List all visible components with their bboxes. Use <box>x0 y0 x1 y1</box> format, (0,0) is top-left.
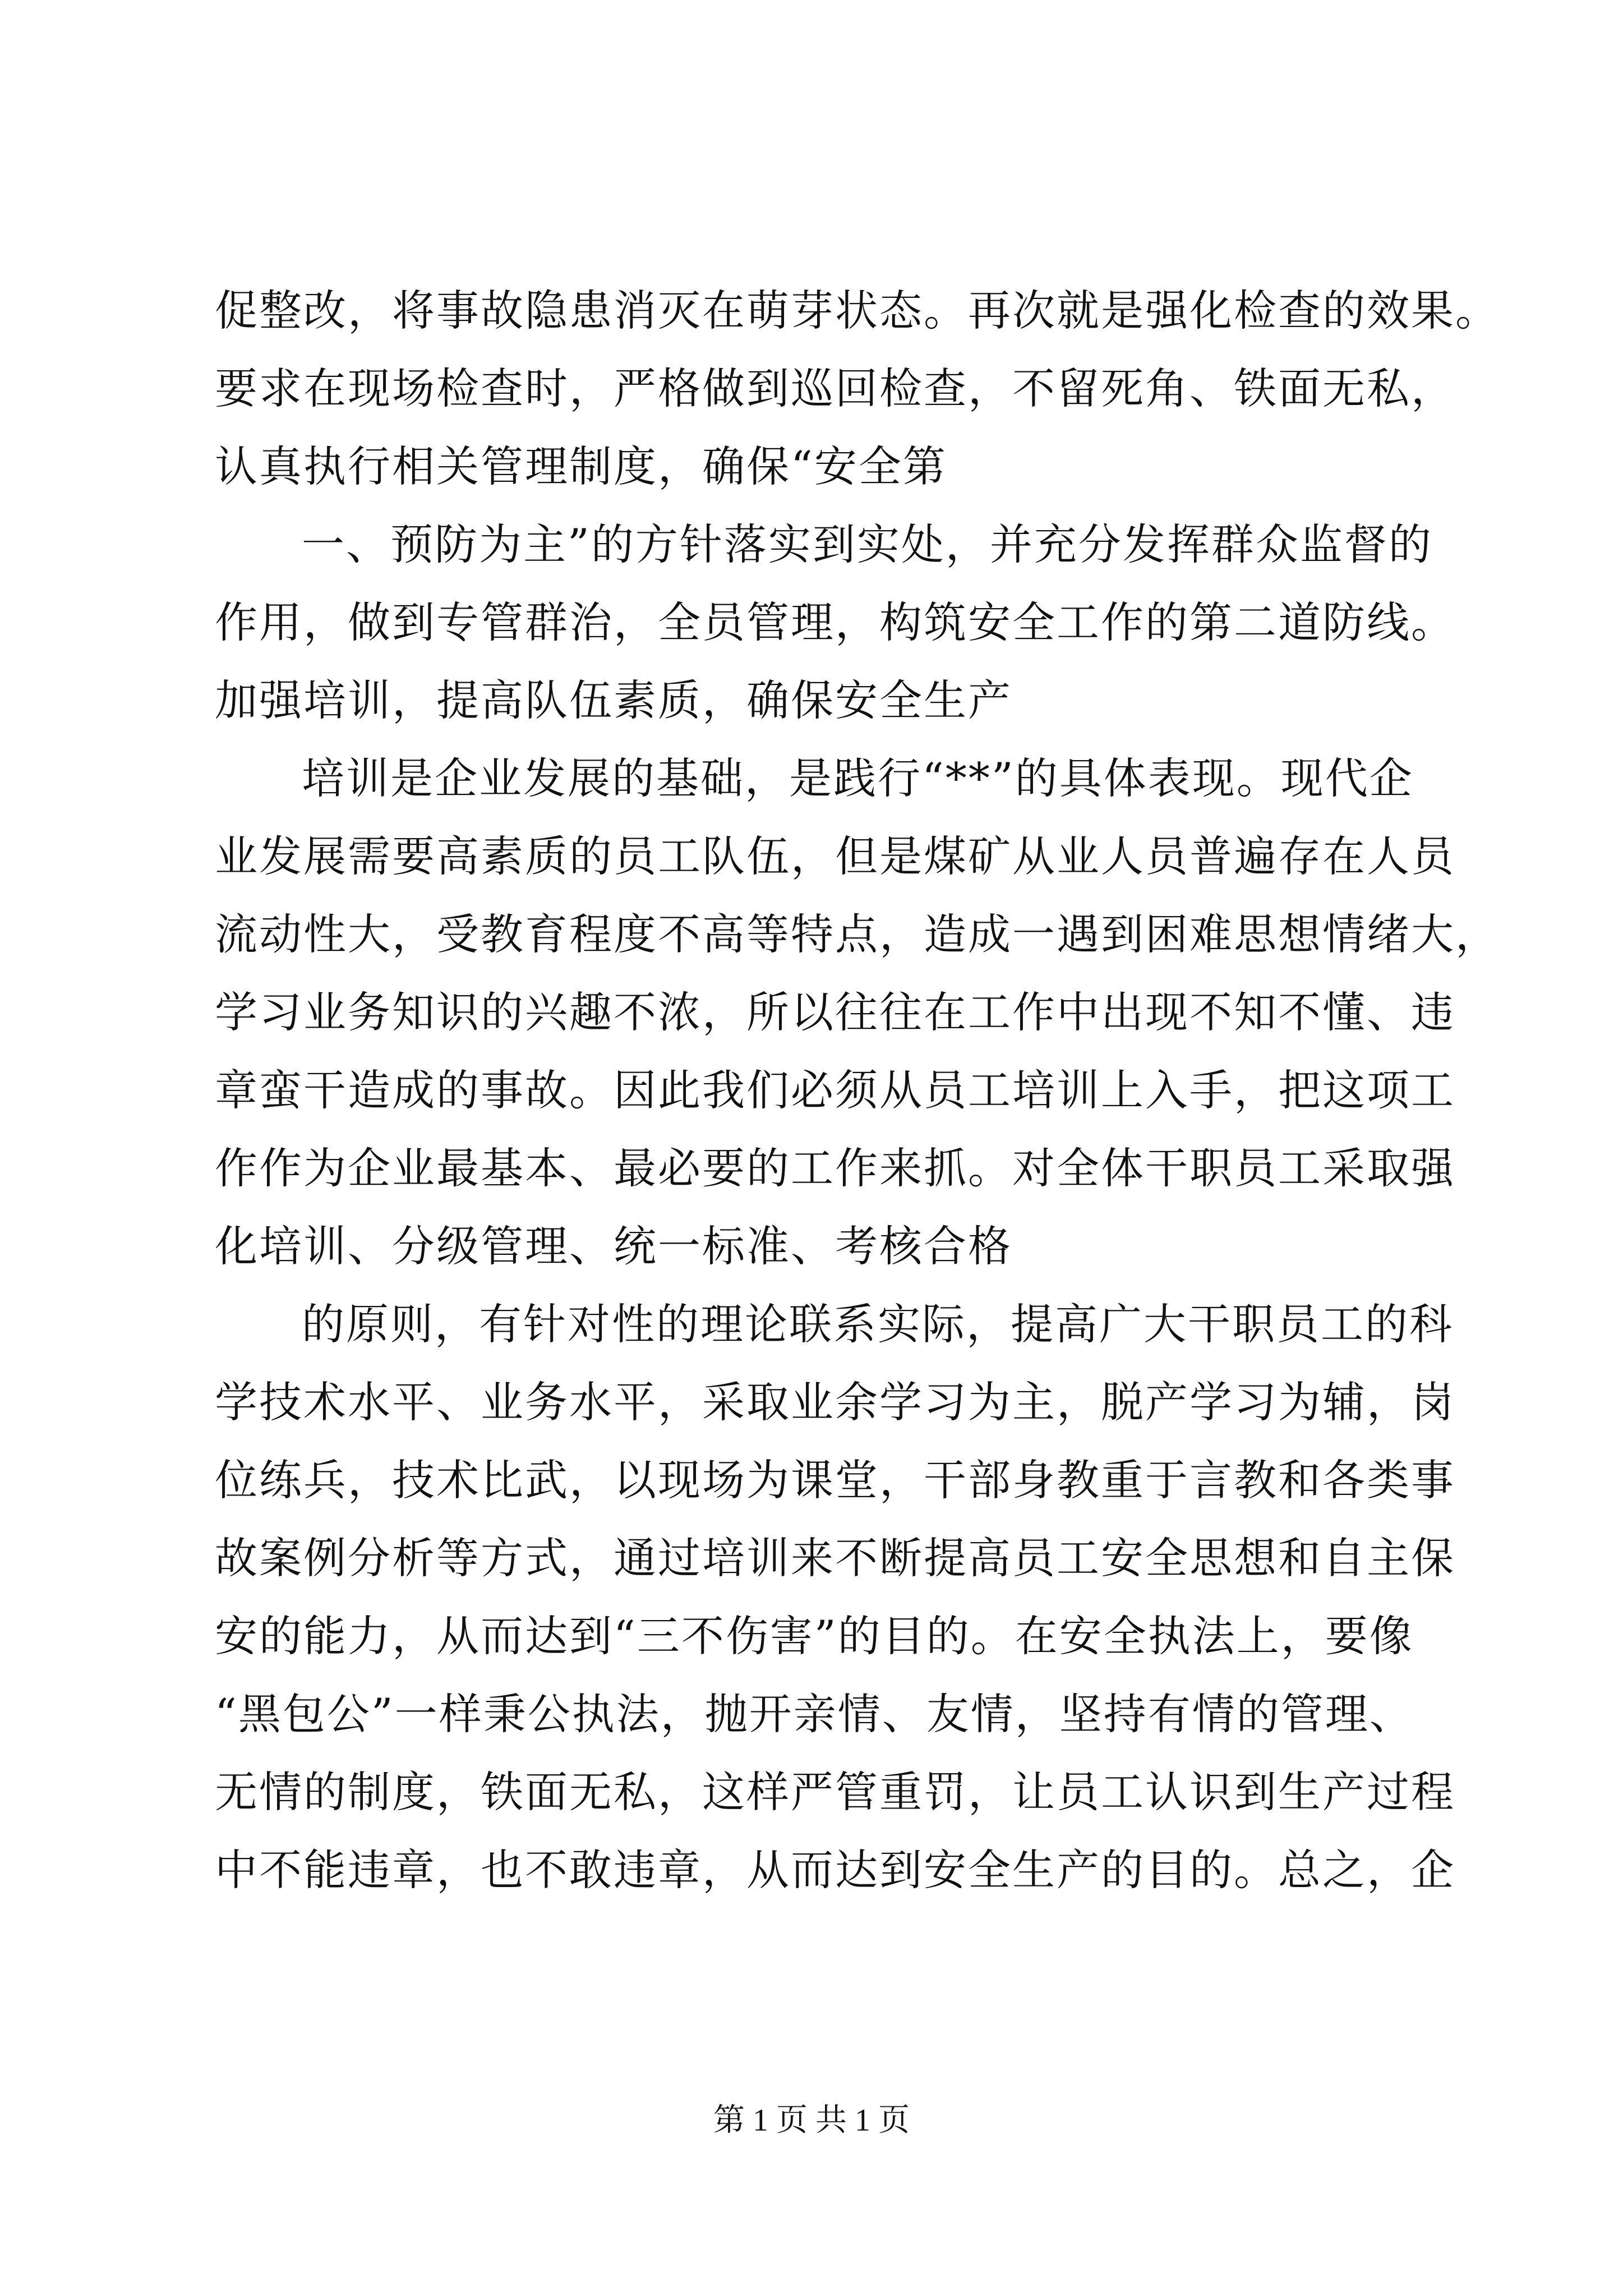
text-line: “黑包公”一样秉公执法，抛开亲情、友情，坚持有情的管理、 <box>215 1689 1414 1739</box>
text-line: 位练兵，技术比武，以现场为课堂，干部身教重于言教和各类事 <box>215 1455 1455 1505</box>
text-line: 学技术水平、业务水平，采取业余学习为主，脱产学习为辅，岗 <box>215 1377 1455 1427</box>
text-line: 流动性大，受教育程度不高等特点，造成一遇到困难思想情绪大， <box>215 909 1500 959</box>
text-line: 章蛮干造成的事故。因此我们必须从员工培训上入手，把这项工 <box>215 1065 1455 1115</box>
text-line: 中不能违章，也不敢违章，从而达到安全生产的目的。总之，企 <box>215 1845 1455 1895</box>
text-line: 学习业务知识的兴趣不浓，所以往往在工作中出现不知不懂、违 <box>215 987 1455 1037</box>
section-heading-line: 加强培训，提高队伍素质，确保安全生产 <box>215 675 1012 725</box>
text-line: 作用，做到专管群治，全员管理，构筑安全工作的第二道防线。 <box>215 597 1455 647</box>
text-line: 安的能力，从而达到“三不伤害”的目的。在安全执法上，要像 <box>215 1611 1414 1661</box>
text-line: 无情的制度，铁面无私，这样严管重罚，让员工认识到生产过程 <box>215 1767 1455 1817</box>
page-number-footer: 第 1 页 共 1 页 <box>713 2103 910 2138</box>
text-line: 故案例分析等方式，通过培训来不断提高员工安全思想和自主保 <box>215 1533 1455 1583</box>
text-line: 化培训、分级管理、统一标准、考核合格 <box>215 1221 1012 1271</box>
text-line: 作作为企业最基本、最必要的工作来抓。对全体干职员工采取强 <box>215 1143 1455 1193</box>
text-line: 促整改，将事故隐患消灭在萌芽状态。再次就是强化检查的效果。 <box>215 286 1500 335</box>
text-line: 认真执行相关管理制度，确保“安全第 <box>215 441 947 491</box>
paragraph-start-line: 的原则，有针对性的理论联系实际，提高广大干职员工的科 <box>302 1299 1454 1349</box>
paragraph-start-line: 培训是企业发展的基础，是践行“**”的具体表现。现代企 <box>302 753 1414 803</box>
text-line: 业发展需要高素质的员工队伍，但是煤矿从业人员普遍存在人员 <box>215 831 1455 881</box>
text-line: 要求在现场检查时，严格做到巡回检查，不留死角、铁面无私， <box>215 364 1455 413</box>
paragraph-start-line: 一、预防为主”的方针落实到实处，并充分发挥群众监督的 <box>302 519 1433 569</box>
